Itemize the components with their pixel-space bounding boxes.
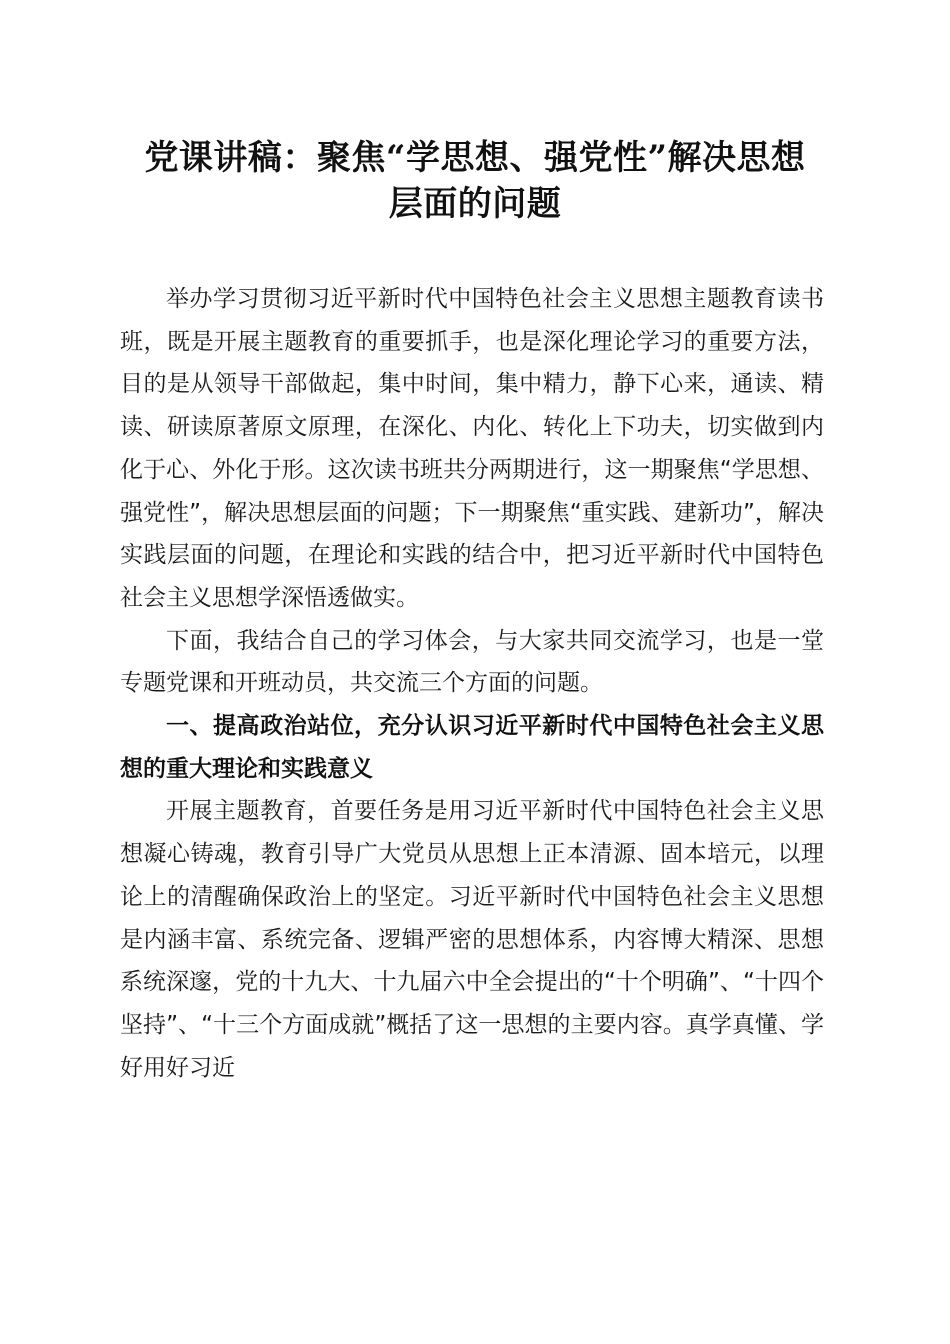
paragraph-section-1: 开展主题教育，首要任务是用习近平新时代中国特色社会主义思想凝心铸魂，教育引导广大党员从思想上正本清源、固本培元，以理论上的清醒确保政治上的坚定。习近平新时代中国特色社会主义思想是内涵丰富、系统完备、逻辑严密的思想体系，内容博大精深、思想系统深邃，党的十九大、十九届六中全会提出的“十个明确”、“十四个坚持”、“十三个方面成就”概括了这一思想的主要内容。真学真懂、学好用好习近 xyxy=(120,798,824,1081)
title-line-1: 党课讲稿：聚焦“学思想、强党性”解决思想 xyxy=(144,138,806,178)
document-body xyxy=(120,278,824,1089)
document-title xyxy=(100,135,850,227)
paragraph-overview: 下面，我结合自己的学习体会，与大家共同交流学习，也是一堂专题党课和开班动员，共交流三个方面的问题。 xyxy=(120,627,824,697)
paragraph-intro: 举办学习贯彻习近平新时代中国特色社会主义思想主题教育读书班，既是开展主题教育的重要抓手，也是深化理论学习的重要方法，目的是从领导干部做起，集中时间，集中精力，静下心来，通读、精读、研读原著原文原理，在深化、内化、转化上下功夫，切实做到内化于心、外化于形。这次读书班共分两期进行，这一期聚焦“学思想、强党性”，解决思想层面的问题；下一期聚焦“重实践、建新功”，解决实践层面的问题，在理论和实践的结合中，把习近平新时代中国特色社会主义思想学深悟透做实。 xyxy=(120,286,824,611)
section-heading-1: 一、提高政治站位，充分认识习近平新时代中国特色社会主义思想的重大理论和实践意义 xyxy=(120,713,824,782)
title-line-2: 层面的问题 xyxy=(388,184,562,224)
